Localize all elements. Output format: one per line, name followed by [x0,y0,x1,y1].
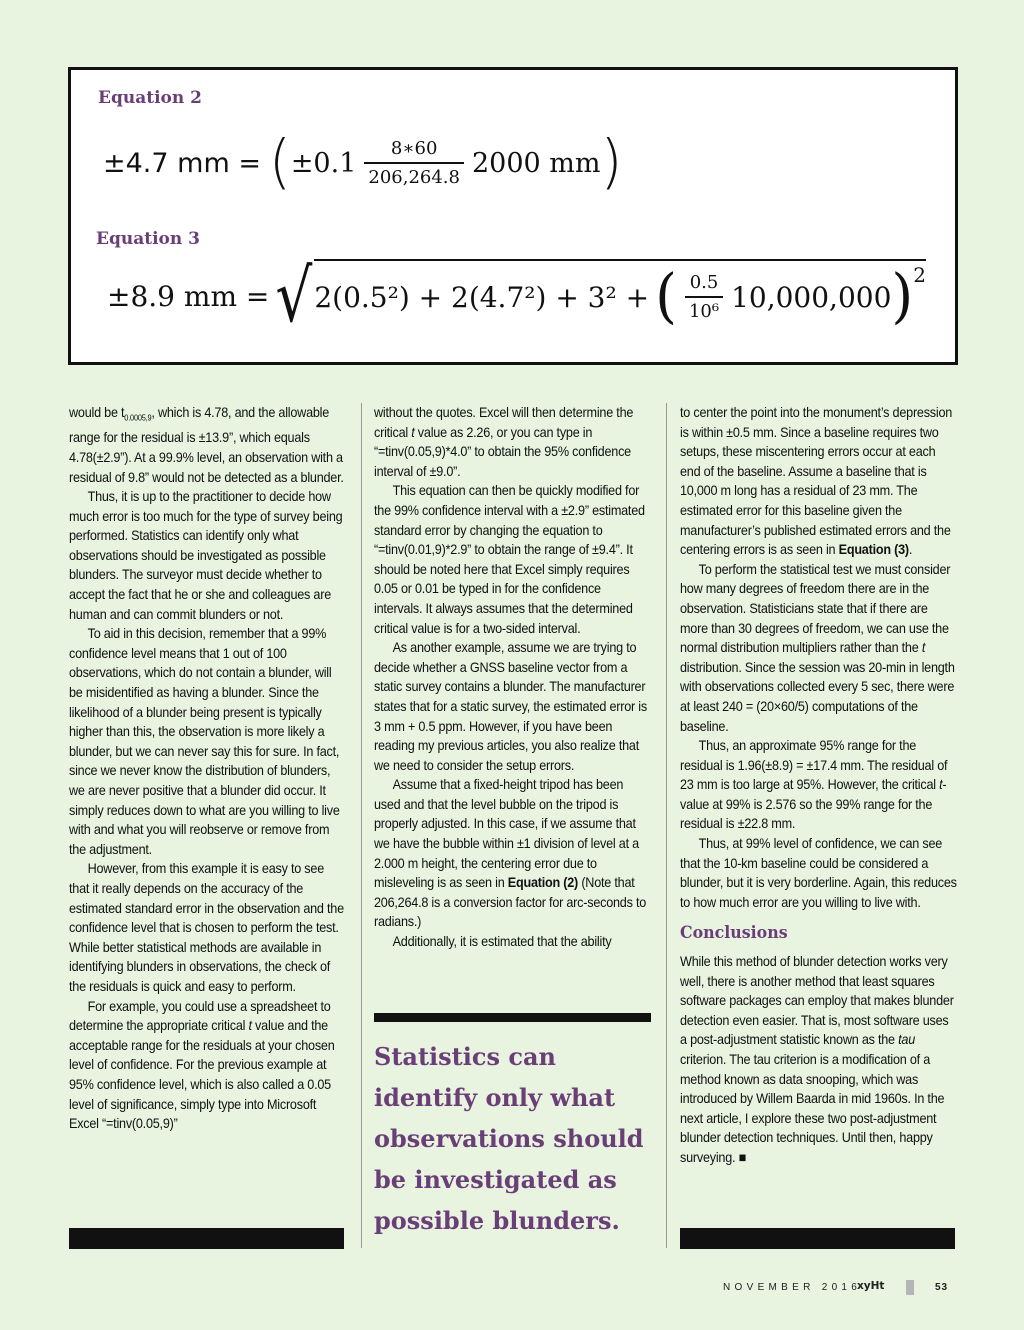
col1-paragraph-2: Thus, it is up to the practitioner to decide how much error is too much for the type of survey being performed. Statistics can identify only what observations should be investigated as possible blunders. The surveyor must decide whether to accept the fact that he or she and colleagues are human and can commit blunders or not. [69,489,343,622]
eq2-tail: 2000 mm [471,147,601,179]
col3-paragraph-5: While this method of blunder detection works very well, there is another method that least squares software packages can employ that makes blunder detection even easier. That is, most software uses a post-adjustment statistic known as the tau criterion. The tau criterion is a modification of a method known as data snooping, which was introduced by Willem Baarda in mid 1960s. In the next article, I explore these two post-adjustment blunder detection techniques. Until then, happy surveying. ■ [680,954,954,1165]
col1-bottom-bar [69,1228,344,1249]
col2-paragraph-1: without the quotes. Excel will then determine the critical t value as 2.26, or you can type in “=tinv(0.05,9)*4.0” to obtain the 95% confidence interval of ±9.0”. [374,405,634,479]
eq3-lhs: ±8.9 mm = [107,279,270,313]
col2-paragraph-2: This equation can then be quickly modified for the 99% confidence interval with a ±2.9” estimated standard error by changing the equation to “=tinv(0.01,9)*2.9” to obtain the range of ±9.4”. It should be noted here that Excel simply requires 0.05 or 0.01 be typed in for the confidence intervals. It always assumes that the determined critical value is for a two-sided interval. [374,483,645,636]
sqrt-icon: √ [275,253,313,339]
column-divider-1 [361,403,362,1248]
eq2-frac-num: 8∗60 [390,138,438,159]
equation-box [68,67,958,365]
eq3-fraction [685,272,723,322]
eq3-tail: 10,000,000 [731,280,892,314]
col2-paragraph-3: As another example, assume we are trying to decide whether a GNSS baseline vector from a static survey contains a blunder. The manufacturer states that for a static survey, the estimated error is 3 mm + 0.5 ppm. However, if you have been reading my previous articles, you also realize that we need to consider the setup errors. [374,640,647,773]
eq2-open-paren: ( [268,128,291,197]
col2-paragraph-5: Additionally, it is estimated that the ability [392,934,612,950]
col3-paragraph-4: Thus, at 99% level of confidence, we can see that the 10-km baseline could be considered a blunder, but it is very borderline. Again, this reduces to how much error are you willing to live with. [680,836,957,910]
conclusions-heading: Conclusions [680,923,788,944]
col3-paragraph-1: to center the point into the monument’s depression is within ±0.5 mm. Since a baseline requires two setups, these miscentering errors occur at each end of the baseline. Assume a baseline that is 10,000 m long has a residual of 23 mm. The estimated error for this baseline given the manufacturer’s published estimated errors and the centering errors is as seen in Equation (3). [680,405,953,558]
eq3-frac-num: 0.5 [689,272,719,293]
column-1 [69,403,344,1134]
eq2-lhs: ±4.7 mm = [103,147,261,179]
pullquote: Statistics can identify only what observations should be investigated as possible blunders. [374,1042,644,1235]
eq2-close-paren: ) [600,128,623,197]
column-2 [374,403,651,952]
footer-issue-date: NOVEMBER 2016 [723,1282,862,1293]
col1-paragraph-5: For example, you could use a spreadsheet to determine the appropriate critical t value and the acceptable range for the residuals at your chosen level of confidence. For the previous example at 95% confidence level, which is also called a 0.05 level of significance, simply type into Microsoft Excel “=tinv(0.05,9)” [69,998,335,1132]
equation-3-label: Equation 3 [96,229,200,249]
col3-paragraph-2: To perform the statistical test we must consider how many degrees of freedom there are in the observation. Statisticians state that if there are more than 30 degrees of freedom, we can use the normal distribution multipliers rather than the t distribution. Since the session was 20-min in length with observations collected every 5 sec, there were at least 240 = (20×60/5) computations of the baseline. [680,561,955,734]
col1-paragraph-3: To aid in this decision, remember that a 99% confidence level means that 1 out of 100 observations, which do not contain a blunder, will be misidentified as having a blunder. Since the likelihood of a blunder being present is typically higher than this, the observation is more likely a blunder, but we can never say this for sure. In fact, since we never know the distribution of blunders, we are never positive that a blunder did occur. It simply reduces down to what are you willing to live with and what you will reobserve or remove from the adjustment. [69,626,340,857]
column-divider-2 [666,403,667,1248]
equation-2-label: Equation 2 [98,88,202,108]
equation-3 [107,253,926,339]
col2-paragraph-4: Assume that a fixed-height tripod has been used and that the level bubble on the tripod is properly adjusted. In this case, if we assume that we have the bubble within ±1 division of level at a 2.000 m height, the centering error due to misleveling is as seen in Equation (2) (Note that 206,264.8 is a conversion factor for arc-seconds to radians.) [374,777,647,930]
col1-paragraph-1: would be $t_{0.0005,9}$, which is 4.78, and the allowable range for the residual is ±13.9”, which equals 4.78(±2.9”). At a 99.9% level, an observation with a residual of 9.8” would not be detected as a blunder. [69,405,344,485]
footer-separator [906,1280,914,1295]
page-number: 53 [935,1282,949,1293]
col3-bottom-bar [680,1228,955,1249]
eq3-frac-den: 10⁶ [685,296,723,322]
eq3-radicand: 2(0.5²) + 2(4.7²) + 3² + [314,280,650,314]
col3-paragraph-3: Thus, an approximate 95% range for the residual is 1.96(±8.9) = ±17.4 mm. The residual of 23 mm is too large at 95%. However, the critical t-value at 99% is 2.576 so the 99% range for the residual is ±22.8 mm. [680,738,948,832]
footer-brand: xyHt [857,1280,885,1292]
eq3-exponent: 2 [913,263,926,287]
eq3-open-paren: ( [655,262,677,331]
eq3-close-paren: ) [891,262,914,331]
column-3 [680,403,957,1168]
eq2-frac-den: 206,264.8 [364,162,464,188]
eq3-radicand-group [314,259,926,331]
eq2-coef: ±0.1 [290,147,357,179]
col1-paragraph-4: However, from this example it is easy to see that it really depends on the accuracy of the estimated standard error in the observation and the confidence level that is chosen to perform the test. While better statistical methods are available in identifying blunders in observations, the check of the residuals is quick and easy to perform. [69,861,344,994]
eq2-fraction [364,138,464,188]
pullquote-top-bar [374,1013,651,1022]
equation-2 [103,128,623,197]
